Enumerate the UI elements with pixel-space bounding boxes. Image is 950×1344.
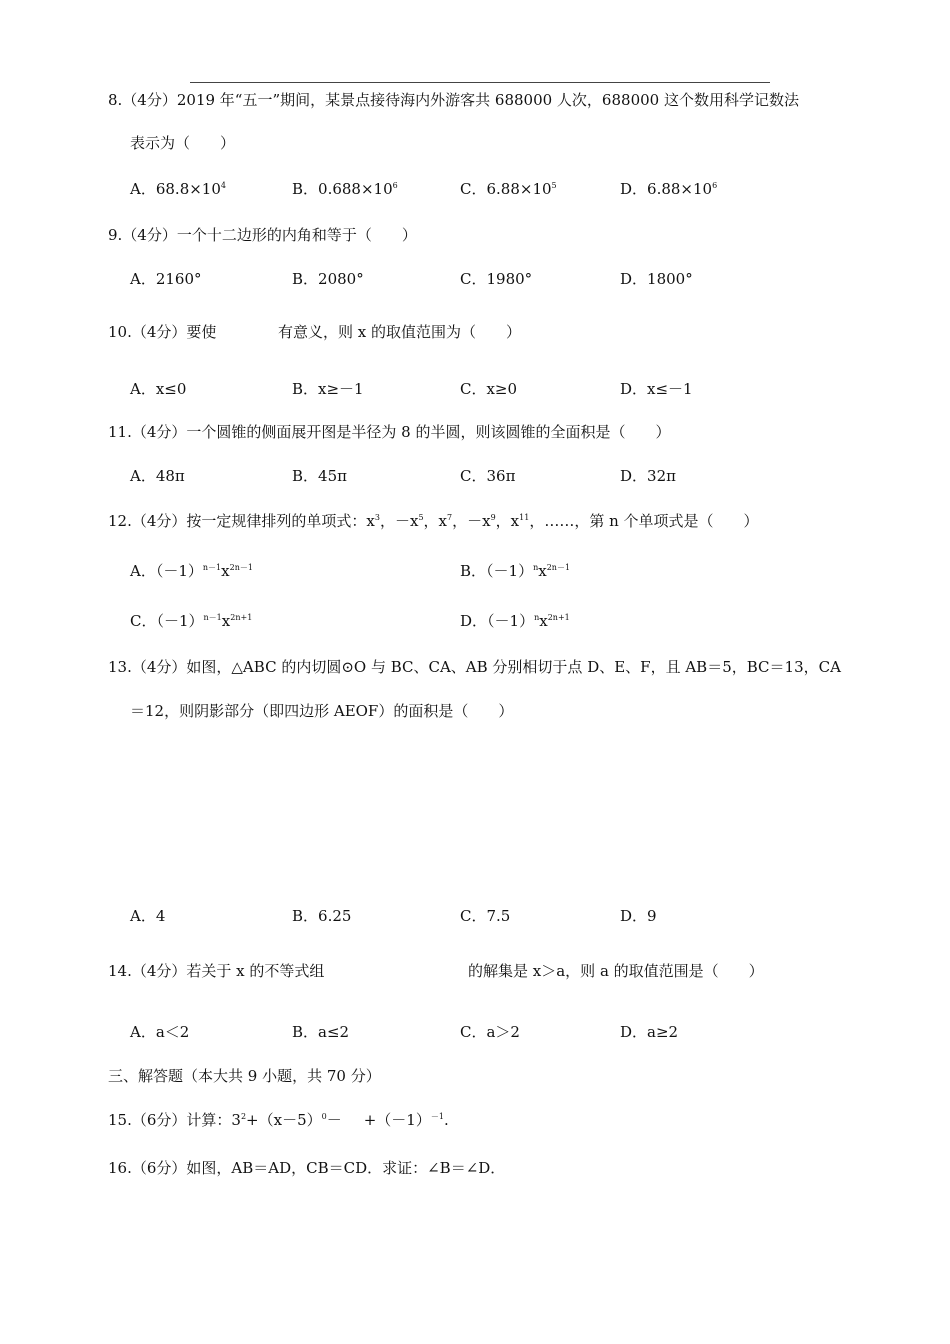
question-8-text-cont: 表示为（ ） — [130, 134, 236, 152]
question-14-text: 14.（4分）若关于 x 的不等式组 — [108, 962, 325, 980]
question-12-option-c: C．$(-1)^{n-1}x^{2n+1}$ — [130, 612, 253, 630]
question-14-option-c: C．a＞2 — [460, 1023, 520, 1041]
question-9-text: 9.（4分）一个十二边形的内角和等于（ ） — [108, 226, 417, 244]
question-8-text: 8.（4分）2019 年“五一”期间，某景点接待海内外游客共 688000 人次，688000 这个数用科学记数法 — [108, 91, 799, 109]
question-13-option-c: C．7.5 — [460, 907, 511, 925]
question-10-text-cont: 有意义，则 x 的取值范围为（ ） — [278, 323, 521, 341]
question-9-option-d: D．1800° — [620, 270, 693, 288]
question-9-option-c: C．1980° — [460, 270, 533, 288]
question-11-option-d: D．32π — [620, 467, 676, 485]
question-14-text-cont: 的解集是 x＞a，则 a 的取值范围是（ ） — [468, 962, 764, 980]
header-rule — [190, 82, 770, 83]
question-9-option-b: B．2080° — [292, 270, 364, 288]
question-15-text: 15.（6分）计算：$3^2+(x-5)^0- +(-1)^{-1}$. — [108, 1111, 449, 1129]
question-8-option-d: D．$6.88\times 10^6$ — [620, 180, 718, 198]
question-9-option-a: A．2160° — [130, 270, 202, 288]
question-13-option-b: B．6.25 — [292, 907, 352, 925]
question-13-text: 13.（4分）如图，△ABC 的内切圆⊙O 与 BC、CA、AB 分别相切于点 D、E、F，且 AB＝5，BC＝13，CA — [108, 658, 841, 676]
question-13-option-a: A．4 — [130, 907, 166, 925]
question-11-option-a: A．48π — [130, 467, 185, 485]
question-14-option-a: A．a＜2 — [130, 1023, 190, 1041]
question-10-text: 10.（4分）要使 — [108, 323, 217, 341]
question-13-text-cont: ＝12，则阴影部分（即四边形 AEOF）的面积是（ ） — [130, 702, 514, 720]
question-14-option-d: D．a≥2 — [620, 1023, 679, 1041]
question-8-option-b: B．$0.688\times 10^6$ — [292, 180, 398, 198]
question-10-option-a: A．x≤0 — [130, 380, 187, 398]
question-12-text: 12.（4分）按一定规律排列的单项式：$x^3$，$-x^5$，$x^7$，$-x^9$，$x^{11}$，……，第 n 个单项式是（ ） — [108, 512, 759, 530]
section-heading: 三、解答题（本大共 9 小题，共 70 分） — [108, 1067, 381, 1085]
question-8-option-a: A．$68.8\times 10^4$ — [130, 180, 226, 198]
question-12-option-d: D．$(-1)^nx^{2n+1}$ — [460, 612, 570, 630]
question-11-text: 11.（4分）一个圆锥的侧面展开图是半径为 8 的半圆，则该圆锥的全面积是（ ） — [108, 423, 671, 441]
question-10-option-c: C．x≥0 — [460, 380, 518, 398]
question-13-option-d: D．9 — [620, 907, 657, 925]
question-8-option-c: C．$6.88\times 10^5$ — [460, 180, 557, 198]
question-11-option-c: C．36π — [460, 467, 516, 485]
question-10-option-d: D．x≤－1 — [620, 380, 693, 398]
question-16-text: 16.（6分）如图，AB＝AD，CB＝CD．求证：∠B＝∠D． — [108, 1159, 506, 1177]
question-10-option-b: B．x≥－1 — [292, 380, 364, 398]
question-12-option-b: B．$(-1)^nx^{2n-1}$ — [460, 562, 571, 580]
question-14-option-b: B．a≤2 — [292, 1023, 350, 1041]
question-11-option-b: B．45π — [292, 467, 347, 485]
question-12-option-a: A．$(-1)^{n-1}x^{2n-1}$ — [130, 562, 253, 580]
